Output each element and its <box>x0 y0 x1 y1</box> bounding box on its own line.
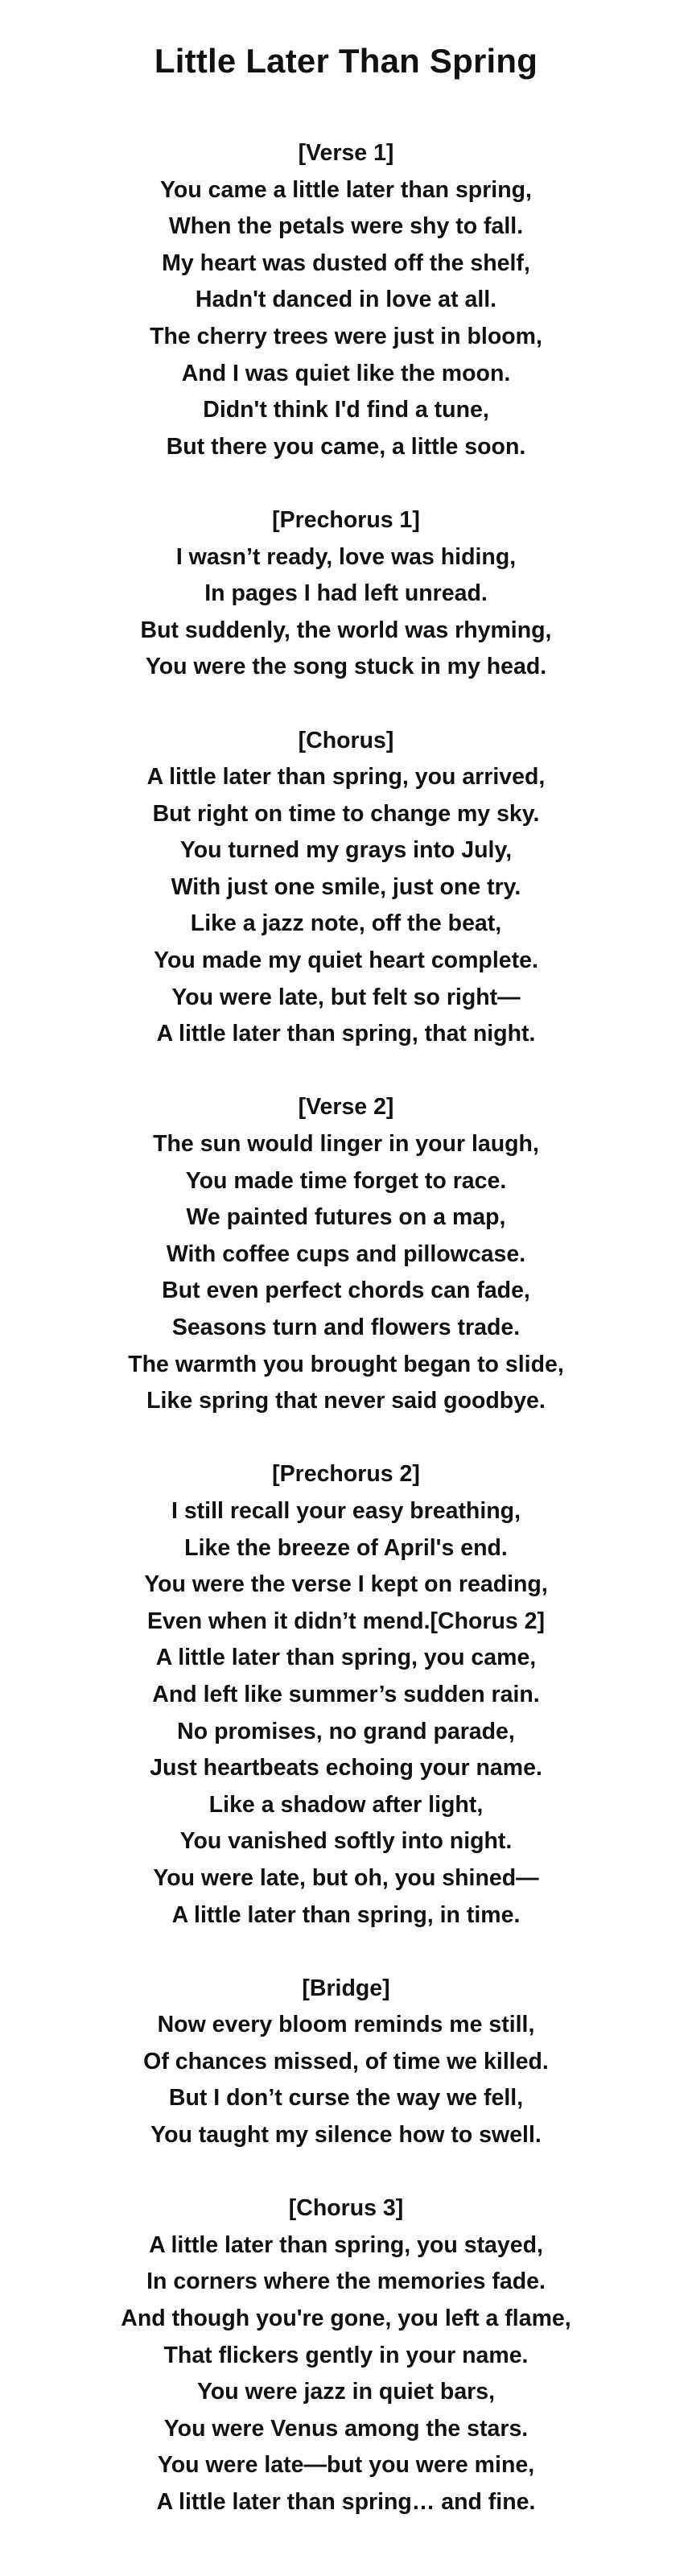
lyric-line: A little later than spring, you stayed, <box>149 2231 543 2258</box>
lyric-line: A little later than spring, that night. <box>156 1021 536 1047</box>
section-heading: [Chorus] <box>298 727 394 753</box>
lyric-line: You were jazz in quiet bars, <box>196 2379 496 2405</box>
lyric-line: You were the song stuck in my head. <box>145 654 547 680</box>
lyric-line: But I don’t curse the way we fell, <box>168 2085 524 2112</box>
lyrics-body <box>0 135 692 2521</box>
section-heading: [Prechorus 2] <box>272 1461 420 1488</box>
stanza-gap <box>0 2154 692 2191</box>
lyric-line: My heart was dusted off the shelf, <box>162 250 530 276</box>
lyric-line: You vanished softly into night. <box>179 1828 513 1855</box>
lyric-line: With coffee cups and pillowcase. <box>166 1241 526 1267</box>
lyric-line: No promises, no grand parade, <box>177 1718 515 1744</box>
lyric-line: Like the breeze of April's end. <box>184 1534 508 1561</box>
lyric-line: But there you came, a little soon. <box>166 433 526 460</box>
lyric-line: In corners where the memories fade. <box>146 2268 546 2295</box>
lyric-line: You turned my grays into July, <box>179 837 513 864</box>
section-heading: [Verse 1] <box>298 140 394 166</box>
lyric-line: The cherry trees were just in bloom, <box>150 323 542 349</box>
lyric-line: I wasn’t ready, love was hiding, <box>175 543 517 570</box>
lyric-line: Of chances missed, of time we killed. <box>143 2048 549 2074</box>
stanza-gap <box>0 1420 692 1457</box>
lyric-line: And though you're gone, you left a flame, <box>121 2306 571 2332</box>
section-heading: [Prechorus 1] <box>272 506 420 533</box>
lyric-line: Just heartbeats echoing your name. <box>150 1755 542 1781</box>
stanza-gap <box>0 465 692 502</box>
lyric-line: We painted futures on a map, <box>186 1204 506 1231</box>
lyric-line: A little later than spring, you arrived, <box>146 764 546 791</box>
lyric-line: In pages I had left unread. <box>204 580 488 607</box>
lyric-line: You came a little later than spring, <box>160 176 532 203</box>
lyric-line: You made my quiet heart complete. <box>154 947 538 974</box>
lyric-line: A little later than spring, you came, <box>155 1645 537 1671</box>
lyric-line: The warmth you brought began to slide, <box>128 1351 564 1377</box>
lyric-line: You were late—but you were mine, <box>157 2452 535 2479</box>
section-heading: [Verse 2] <box>298 1094 394 1121</box>
lyric-line: Hadn't danced in love at all. <box>195 287 497 313</box>
lyric-line: And I was quiet like the moon. <box>181 360 511 386</box>
stanza-gap <box>0 1053 692 1090</box>
lyric-line: A little later than spring… and fine. <box>156 2489 536 2515</box>
lyric-line: You were late, but oh, you shined— <box>153 1864 539 1891</box>
song-title: Little Later Than Spring <box>154 42 538 80</box>
lyric-line: But suddenly, the world was rhyming, <box>140 617 552 643</box>
lyric-line: You made time forget to race. <box>185 1167 507 1194</box>
stanza-gap <box>0 1934 692 1971</box>
lyric-line: Didn't think I'd find a tune, <box>203 397 489 423</box>
lyric-line: And left like summer’s sudden rain. <box>152 1681 540 1707</box>
lyric-line: You taught my silence how to swell. <box>150 2122 542 2149</box>
lyric-line: That flickers gently in your name. <box>163 2342 529 2368</box>
lyric-line: The sun would linger in your laugh, <box>153 1131 539 1158</box>
lyric-line: Seasons turn and flowers trade. <box>171 1315 521 1340</box>
lyric-line: You were late, but felt so right— <box>171 984 521 1010</box>
lyric-line: With just one smile, just one try. <box>171 873 521 900</box>
lyric-line: I still recall your easy breathing, <box>171 1497 521 1524</box>
stanza-gap <box>0 686 692 723</box>
lyric-line: Even when it didn’t mend.[Chorus 2] <box>146 1608 546 1634</box>
lyric-line: Like spring that never said goodbye. <box>146 1388 546 1414</box>
section-heading: [Chorus 3] <box>288 2195 404 2222</box>
lyric-line: A little later than spring, in time. <box>171 1901 521 1928</box>
section-heading: [Bridge] <box>302 1975 390 2001</box>
lyric-line: Now every bloom reminds me still, <box>157 2012 535 2038</box>
lyric-line: Like a shadow after light, <box>208 1791 484 1818</box>
lyric-line: When the petals were shy to fall. <box>168 213 524 240</box>
lyric-line: But even perfect chords can fade, <box>162 1278 530 1304</box>
lyric-line: You were the verse I kept on reading, <box>144 1571 548 1598</box>
lyric-line: You were Venus among the stars. <box>163 2415 529 2442</box>
lyric-line: But right on time to change my sky. <box>152 800 540 827</box>
lyric-line: Like a jazz note, off the beat, <box>190 910 502 937</box>
